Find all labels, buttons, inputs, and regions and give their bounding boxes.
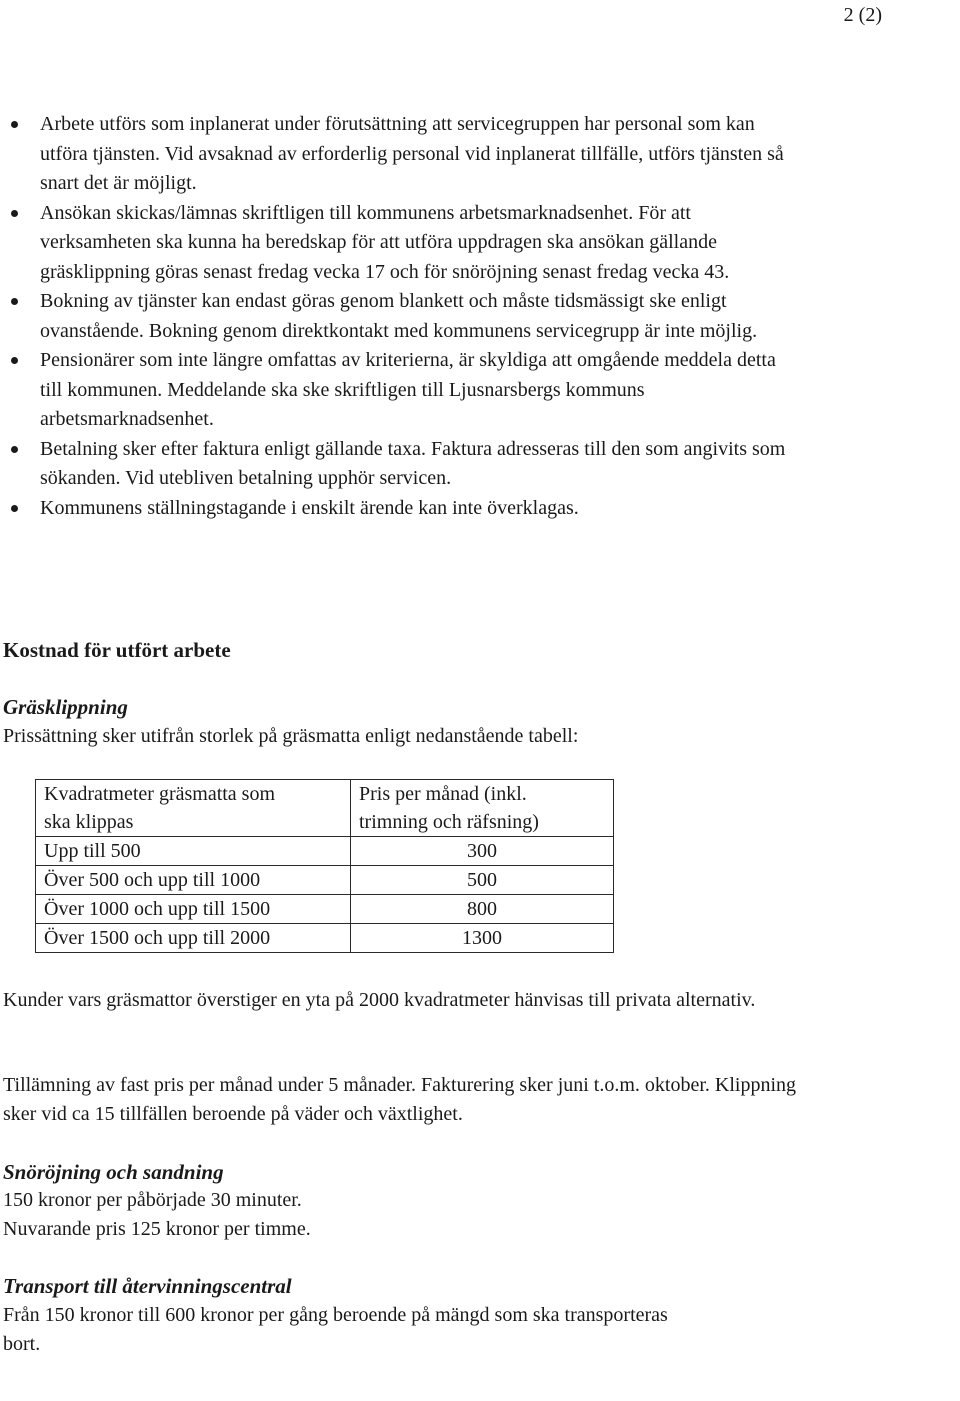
condition-item: Betalning sker efter faktura enligt gällande taxa. Faktura adresseras till den som angivits som sökanden. Vid utebliven betalning upphör servicen. — [0, 435, 800, 494]
cell-area: Över 1500 och upp till 2000 — [36, 924, 351, 953]
cost-heading: Kostnad för utfört arbete — [3, 638, 231, 662]
table-row — [36, 866, 614, 895]
table-row — [36, 895, 614, 924]
snow-price: 150 kronor per påbörjade 30 minuter. — [3, 1189, 302, 1211]
table-row — [36, 924, 614, 953]
snow-heading: Snöröjning och sandning — [3, 1160, 224, 1184]
cell-area: Upp till 500 — [36, 837, 351, 866]
page-number: 2 (2) — [843, 4, 882, 26]
price-table — [35, 779, 614, 953]
condition-item: Pensionärer som inte längre omfattas av kriterierna, är skyldiga att omgående meddela detta till kommunen. Meddelande ska ske skriftligen till Ljusnarsbergs kommuns arbetsmarknadsenhet. — [0, 346, 800, 435]
grass-note-billing: Tillämning av fast pris per månad under 5 månader. Fakturering sker juni t.o.m. oktober. Klippning sker vid ca 15 tillfällen beroende på väder och växtlighet. — [3, 1074, 797, 1125]
header-price: Pris per månad (inkl. trimning och räfsning) — [351, 780, 614, 837]
transport-text: Från 150 kronor till 600 kronor per gång beroende på mängd som ska transporteras bort. — [3, 1304, 668, 1355]
condition-item: Kommunens ställningstagande i enskilt ärende kan inte överklagas. — [0, 494, 800, 524]
condition-item: Ansökan skickas/lämnas skriftligen till kommunens arbetsmarknadsenhet. För att verksamheten ska kunna ha beredskap för att utföra uppdragen ska ansökan gällande gräsklippning göras senast fredag vecka 17 och för snöröjning senast fredag vecka 43. — [0, 199, 800, 288]
transport-heading: Transport till återvinningscentral — [3, 1274, 292, 1298]
condition-item: Bokning av tjänster kan endast göras genom blankett och måste tidsmässigt ske enligt ovanstående. Bokning genom direktkontakt med kommunens servicegrupp är inte möjlig. — [0, 287, 800, 346]
cell-area: Över 1000 och upp till 1500 — [36, 895, 351, 924]
cell-price: 500 — [351, 866, 614, 895]
cell-price: 1300 — [351, 924, 614, 953]
table-row — [36, 837, 614, 866]
conditions-list — [0, 110, 800, 523]
table-header-row — [36, 780, 614, 837]
grass-note-oversize: Kunder vars gräsmattor överstiger en yta på 2000 kvadratmeter hänvisas till privata alternativ. — [3, 989, 756, 1011]
snow-current-price: Nuvarande pris 125 kronor per timme. — [3, 1218, 311, 1240]
cell-area: Över 500 och upp till 1000 — [36, 866, 351, 895]
cell-price: 300 — [351, 837, 614, 866]
header-area: Kvadratmeter gräsmatta som ska klippas — [36, 780, 351, 837]
grass-heading: Gräsklippning — [3, 695, 128, 719]
cell-price: 800 — [351, 895, 614, 924]
grass-intro: Prissättning sker utifrån storlek på gräsmatta enligt nedanstående tabell: — [3, 725, 579, 747]
condition-item: Arbete utförs som inplanerat under förutsättning att servicegruppen har personal som kan utföra tjänsten. Vid avsaknad av erforderlig personal vid inplanerat tillfälle, utförs tjänsten så snart det är möjligt. — [0, 110, 800, 199]
